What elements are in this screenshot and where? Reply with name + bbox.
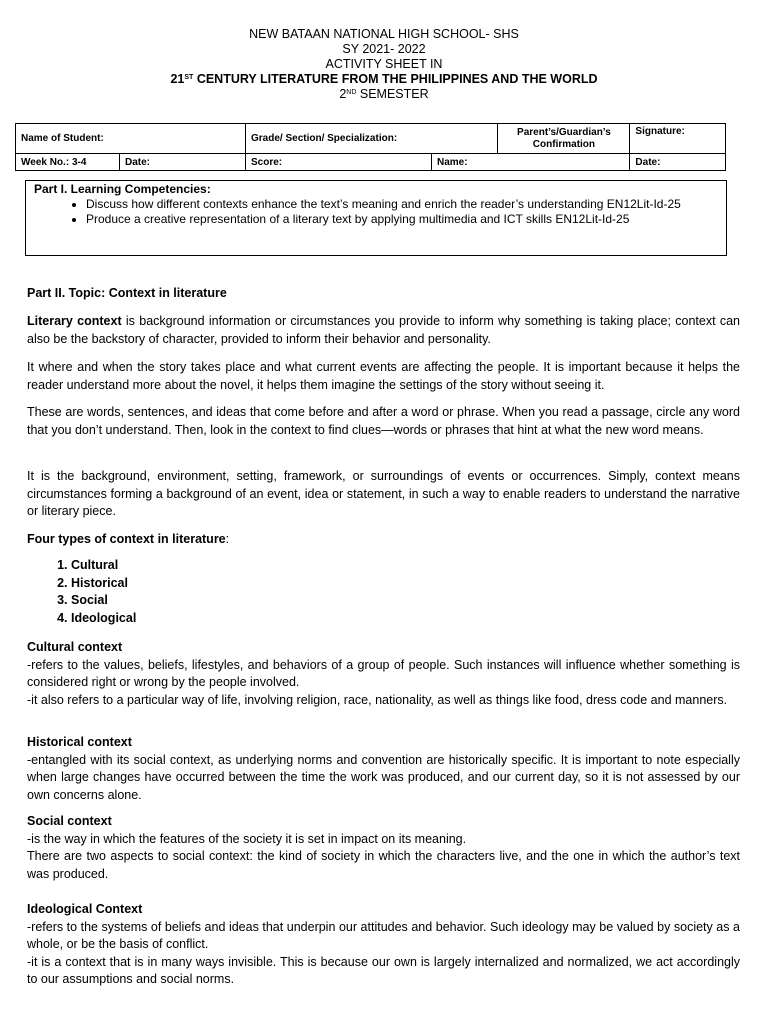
section-title: Cultural context [27, 640, 123, 654]
background-paragraph: It is the background, environment, setting, framework, or surroundings of events or occurrences. Simply, context means circumstances forming a background of an event, idea or statement, in such a way to enable readers to understand the narrative or literary piece. [27, 469, 740, 518]
context-types-list [49, 557, 136, 627]
section-text: -it also refers to a particular way of life, involving religion, race, nationality, as well as things like food, dress code and manners. [27, 692, 728, 707]
course-title: 21ST CENTURY LITERATURE FROM THE PHILIPPINES AND THE WORLD [170, 72, 598, 86]
school-year: SY 2021- 2022 [342, 42, 426, 56]
historical-context-section [27, 734, 740, 804]
section-text: -entangled with its social context, as underlying norms and convention are historically specific. It is important to note especially when large changes have occurred between the time the work was produced, and our current day, so it is not assessed by our own concerns alone. [27, 752, 740, 802]
part2-topic: Part II. Topic: Context in literature [27, 286, 227, 300]
name-of-student-field[interactable]: Name of Student: [16, 124, 246, 154]
setting-paragraph: It where and when the story takes place and what current events are affecting the people. It is important because it helps the reader understand more about the novel, it helps them imagine the settings of the story without seeing it. [27, 360, 740, 392]
context-type-item: 1. Cultural [71, 557, 136, 575]
section-title: Social context [27, 814, 112, 828]
school-name: NEW BATAAN NATIONAL HIGH SCHOOL- SHS [249, 27, 519, 41]
section-text: There are two aspects to social context: the kind of society in which the characters live, and the one in which the author’s text was produced. [27, 849, 740, 881]
context-type-item: 4. Ideological [71, 610, 136, 628]
literary-context-paragraph: Literary context is background information or circumstances you provide to inform why something is taking place; context can also be the backstory of character, provided to inform their behavior and personality. [27, 314, 740, 346]
parent-confirmation-field[interactable]: Parent’s/Guardian’s Confirmation [498, 124, 630, 154]
date-field[interactable]: Date: [120, 154, 246, 171]
section-title: Ideological Context [27, 902, 143, 916]
types-heading: Four types of context in literature: [27, 532, 230, 546]
sheet-label: ACTIVITY SHEET IN [325, 57, 443, 71]
parent-name-field[interactable]: Name: [432, 154, 630, 171]
competency-item: • Produce a creative representation of a literary text by applying multimedia and ICT skills EN12Lit-Id-25 [86, 212, 726, 227]
ideological-context-section [27, 901, 740, 989]
context-type-item: 2. Historical [71, 575, 136, 593]
context-clues-paragraph: These are words, sentences, and ideas that come before and after a word or phrase. When you read a passage, circle any word that you don’t understand. Then, look in the context to find clues—words or phrases that hint at what the new word means. [27, 405, 740, 437]
competency-item: • Discuss how different contexts enhance the text’s meaning and enrich the reader’s understanding EN12Lit-Id-25 [86, 197, 726, 212]
learning-competencies-box [25, 180, 727, 256]
parent-date-field[interactable]: Date: [630, 154, 726, 171]
competencies-title: Part I. Learning Competencies: [34, 182, 211, 196]
competencies-list [26, 197, 726, 227]
section-text: -is the way in which the features of the society it is set in impact on its meaning. [27, 831, 467, 846]
section-title: Historical context [27, 735, 132, 749]
week-no-field: Week No.: 3-4 [16, 154, 120, 171]
score-field[interactable]: Score: [246, 154, 432, 171]
cultural-context-section [27, 639, 740, 709]
section-text: -refers to the systems of beliefs and ideas that underpin our attitudes and behavior. Such ideology may be valued by society as a whole, or be the basis of conflict. [27, 919, 740, 951]
grade-section-field[interactable]: Grade/ Section/ Specialization: [246, 124, 498, 154]
context-type-item: 3. Social [71, 592, 136, 610]
semester-label: 2ND SEMESTER [339, 87, 429, 101]
signature-field[interactable]: Signature: [630, 124, 726, 154]
social-context-section [27, 813, 740, 883]
section-text: -it is a context that is in many ways invisible. This is because our own is largely internalized and normalized, we act accordingly to our assumptions and social norms. [27, 954, 740, 986]
student-info-table [15, 123, 726, 171]
section-text: -refers to the values, beliefs, lifestyles, and behaviors of a group of people. Such instances will influence whether something is considered right or wrong by the people involved. [27, 657, 740, 689]
